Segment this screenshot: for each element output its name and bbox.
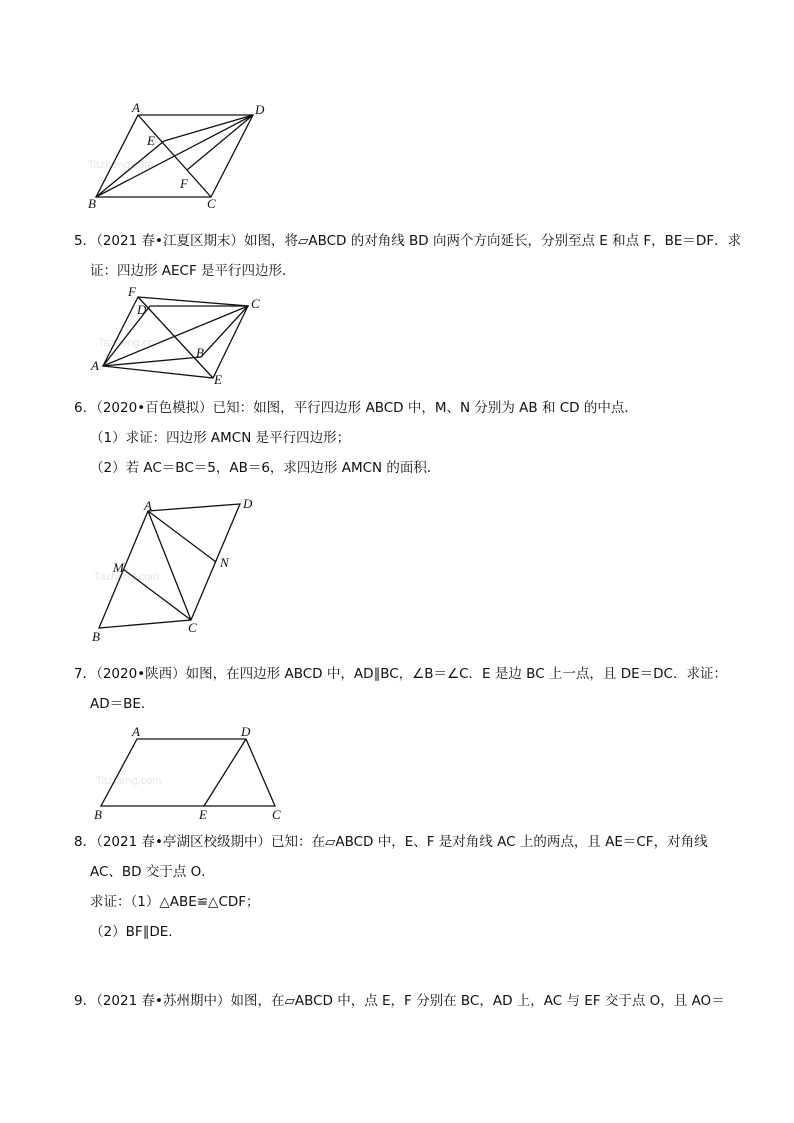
problem-text: 如图，在四边形 ABCD 中，AD∥BC，∠B＝∠C．E 是边 BC 上一点，且 DE＝DC．求证： [185,666,727,682]
problem-number: 7． [74,666,97,682]
problem-6 [74,393,754,483]
label-f: F [180,176,188,191]
label-f: F [128,284,136,299]
problem-number: 8． [74,834,97,850]
problem-number: 9． [74,993,97,1009]
label-c: C [251,296,260,311]
problem-number: 6． [74,400,97,416]
problem-5 [74,226,754,286]
label-e: E [214,372,222,387]
label-e: E [199,807,207,822]
problem-9 [74,986,754,1016]
label-b: B [88,196,96,211]
segment-df [187,115,253,170]
figure-parallelogram-abcd-top [80,100,280,215]
label-b: B [92,629,100,644]
problem-7-line2: AD＝BE． [90,696,155,712]
problem-source: （2021 春•苏州期中） [96,993,231,1009]
problem-number: 5． [74,233,97,249]
problem-source: （2021 春•亭湖区校级期中） [96,834,271,850]
segment-ed [164,115,253,141]
watermark: Tazheng.com [88,159,154,171]
problem-5-line2: 证：四边形 AECF 是平行四边形． [90,263,296,279]
label-b: B [196,345,204,360]
problem-9-line1 [74,986,754,1016]
label-e: E [147,133,155,148]
segment-ac [138,115,211,197]
segment-de [204,739,246,806]
problem-6-sub2: （2）若 AC＝BC＝5，AB＝6，求四边形 AMCN 的面积． [90,460,441,476]
label-d: D [255,102,265,117]
problem-6-line1 [74,393,754,423]
label-c: C [188,620,197,635]
watermark: Tazheng.com [94,571,160,583]
problem-text: 如图，在▱ABCD 中，点 E，F 分别在 BC，AD 上，AC 与 EF 交于点 O，且 AO＝ [230,993,725,1009]
problem-text: 如图，将▱ABCD 的对角线 BD 向两个方向延长，分别至点 E 和点 F，BE＝DF．求 [243,233,742,249]
watermark: Tazheng.com [98,337,164,349]
label-c: C [272,807,281,822]
problem-text: 已知：如图，平行四边形 ABCD 中，M、N 分别为 AB 和 CD 的中点． [212,400,638,416]
problem-5-line1 [74,226,754,256]
problem-source: （2020•陕西） [96,666,186,682]
problem-8-line1 [74,827,754,857]
problem-7-line1 [74,659,754,689]
label-a: A [91,358,99,373]
label-a: A [132,100,140,115]
problem-8-prove2: （2）BF∥DE． [90,924,182,940]
label-b: B [94,807,102,822]
problem-source: （2020•百色模拟） [96,400,213,416]
label-n: N [220,555,229,570]
trapezoid-abcd [101,739,275,806]
problem-8-prove1: 求证：（1）△ABE≌△CDF； [90,894,260,910]
label-a: A [132,724,140,739]
problem-source: （2021 春•江夏区期末） [96,233,244,249]
label-a: A [144,498,152,513]
problem-8-line2: AC、BD 交于点 O． [90,864,215,880]
label-m: M [113,560,124,575]
label-d: D [243,496,253,511]
label-d: D [241,724,251,739]
label-c: C [207,196,216,211]
problem-8 [74,827,754,947]
problem-7 [74,659,754,719]
problem-text: 已知：在▱ABCD 中，E、F 是对角线 AC 上的两点，且 AE＝CF，对角线 [270,834,708,850]
label-d: D [137,302,147,317]
problem-6-sub1: （1）求证：四边形 AMCN 是平行四边形； [90,430,351,446]
figure-problem-6 [86,494,276,646]
figure-problem-7 [86,722,296,822]
watermark: Tazheng.com [96,775,162,787]
figure-problem-5 [86,282,276,390]
diagonal-ac [103,306,248,366]
